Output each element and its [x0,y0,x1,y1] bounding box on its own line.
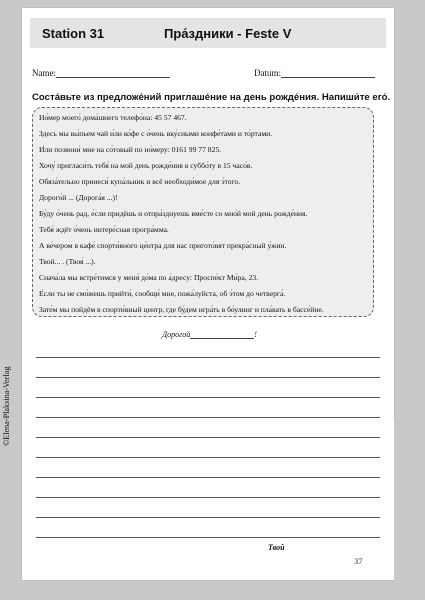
sentence-5: Обяза́тельно принеси́ купа́льник и всё необходи́мое для э́того. [39,177,241,186]
page-corner-shade [394,420,425,600]
sentence-4: Хочу́ пригласи́ть тебя́ на мой день рожде́ния в суббо́ту в 15 часо́в. [39,161,253,170]
name-label: Name: [32,68,56,78]
sentence-11: Снача́ла мы встре́тимся у меня́ до́ма по а́дресу: Проспе́кт Ми́ра, 23. [39,273,259,282]
sentence-7: Бу́ду о́чень рад, е́сли придёшь и отпра́зднуешь вме́сте со мно́й мой день рожде́ния. [39,209,308,218]
sentence-8: Тебя́ ждёт о́чень интере́сная програ́мма. [39,225,169,234]
letter-signature: Твой [268,543,285,552]
writing-line[interactable] [36,357,380,358]
writing-line[interactable] [36,437,380,438]
letter-greeting [162,330,257,339]
writing-line[interactable] [36,537,380,538]
greeting-word: Дорогой [162,330,191,339]
writing-line[interactable] [36,517,380,518]
sentence-2: Здесь мы вы́пьем чай и́ли ко́фе с о́чень вку́сными конфе́тами и то́ртами. [39,129,273,138]
sentence-1: Но́мер моего́ дома́шнего телефо́на: 45 57 467. [39,113,187,122]
greeting-exclamation: ! [254,330,257,339]
writing-line[interactable] [36,477,380,478]
writing-line[interactable] [36,497,380,498]
date-line[interactable] [281,68,375,78]
topic-title: Пра́здники - Feste V [164,26,292,41]
date-label: Datum: [254,68,281,78]
name-field[interactable] [32,68,170,78]
writing-line[interactable] [36,377,380,378]
sentence-13: Зате́м мы пойдём в спорти́вный центр, где бу́дем игра́ть в бо́улинг и пла́вать в бассе́йне. [39,305,324,314]
station-label: Station 31 [42,26,105,41]
sentence-9: А ве́чером в кафе́ спорти́вного це́нтра для нас пригото́вят прекра́сный у́жин. [39,241,287,250]
sentence-3: И́ли позвони́ мне на со́товый по но́меру: 0161 99 77 825. [39,145,222,154]
sentence-12: Е́сли ты не смо́жешь прийти́, сообщи́ мне, пожа́луйста, об э́том до четверга́. [39,289,286,298]
sentence-box [32,107,374,317]
name-line[interactable] [56,68,170,78]
sentence-10: Твой... . (Твоя́ ...). [39,257,96,266]
task-instruction: Соста́вьте из предложе́ний приглаше́ние на день рожде́ния. Напиши́те его́. [32,92,391,103]
writing-line[interactable] [36,397,380,398]
publisher-credit: ©Elena-Plaksina-Verlag [2,366,11,446]
writing-line[interactable] [36,457,380,458]
date-field[interactable] [254,68,375,78]
greeting-blank[interactable] [190,330,254,339]
sentence-6: Дорого́й ... (Дорога́я ...)! [39,193,118,202]
writing-line[interactable] [36,417,380,418]
page-number: 37 [354,556,363,566]
header-bar [30,18,386,48]
worksheet-page [22,8,394,580]
